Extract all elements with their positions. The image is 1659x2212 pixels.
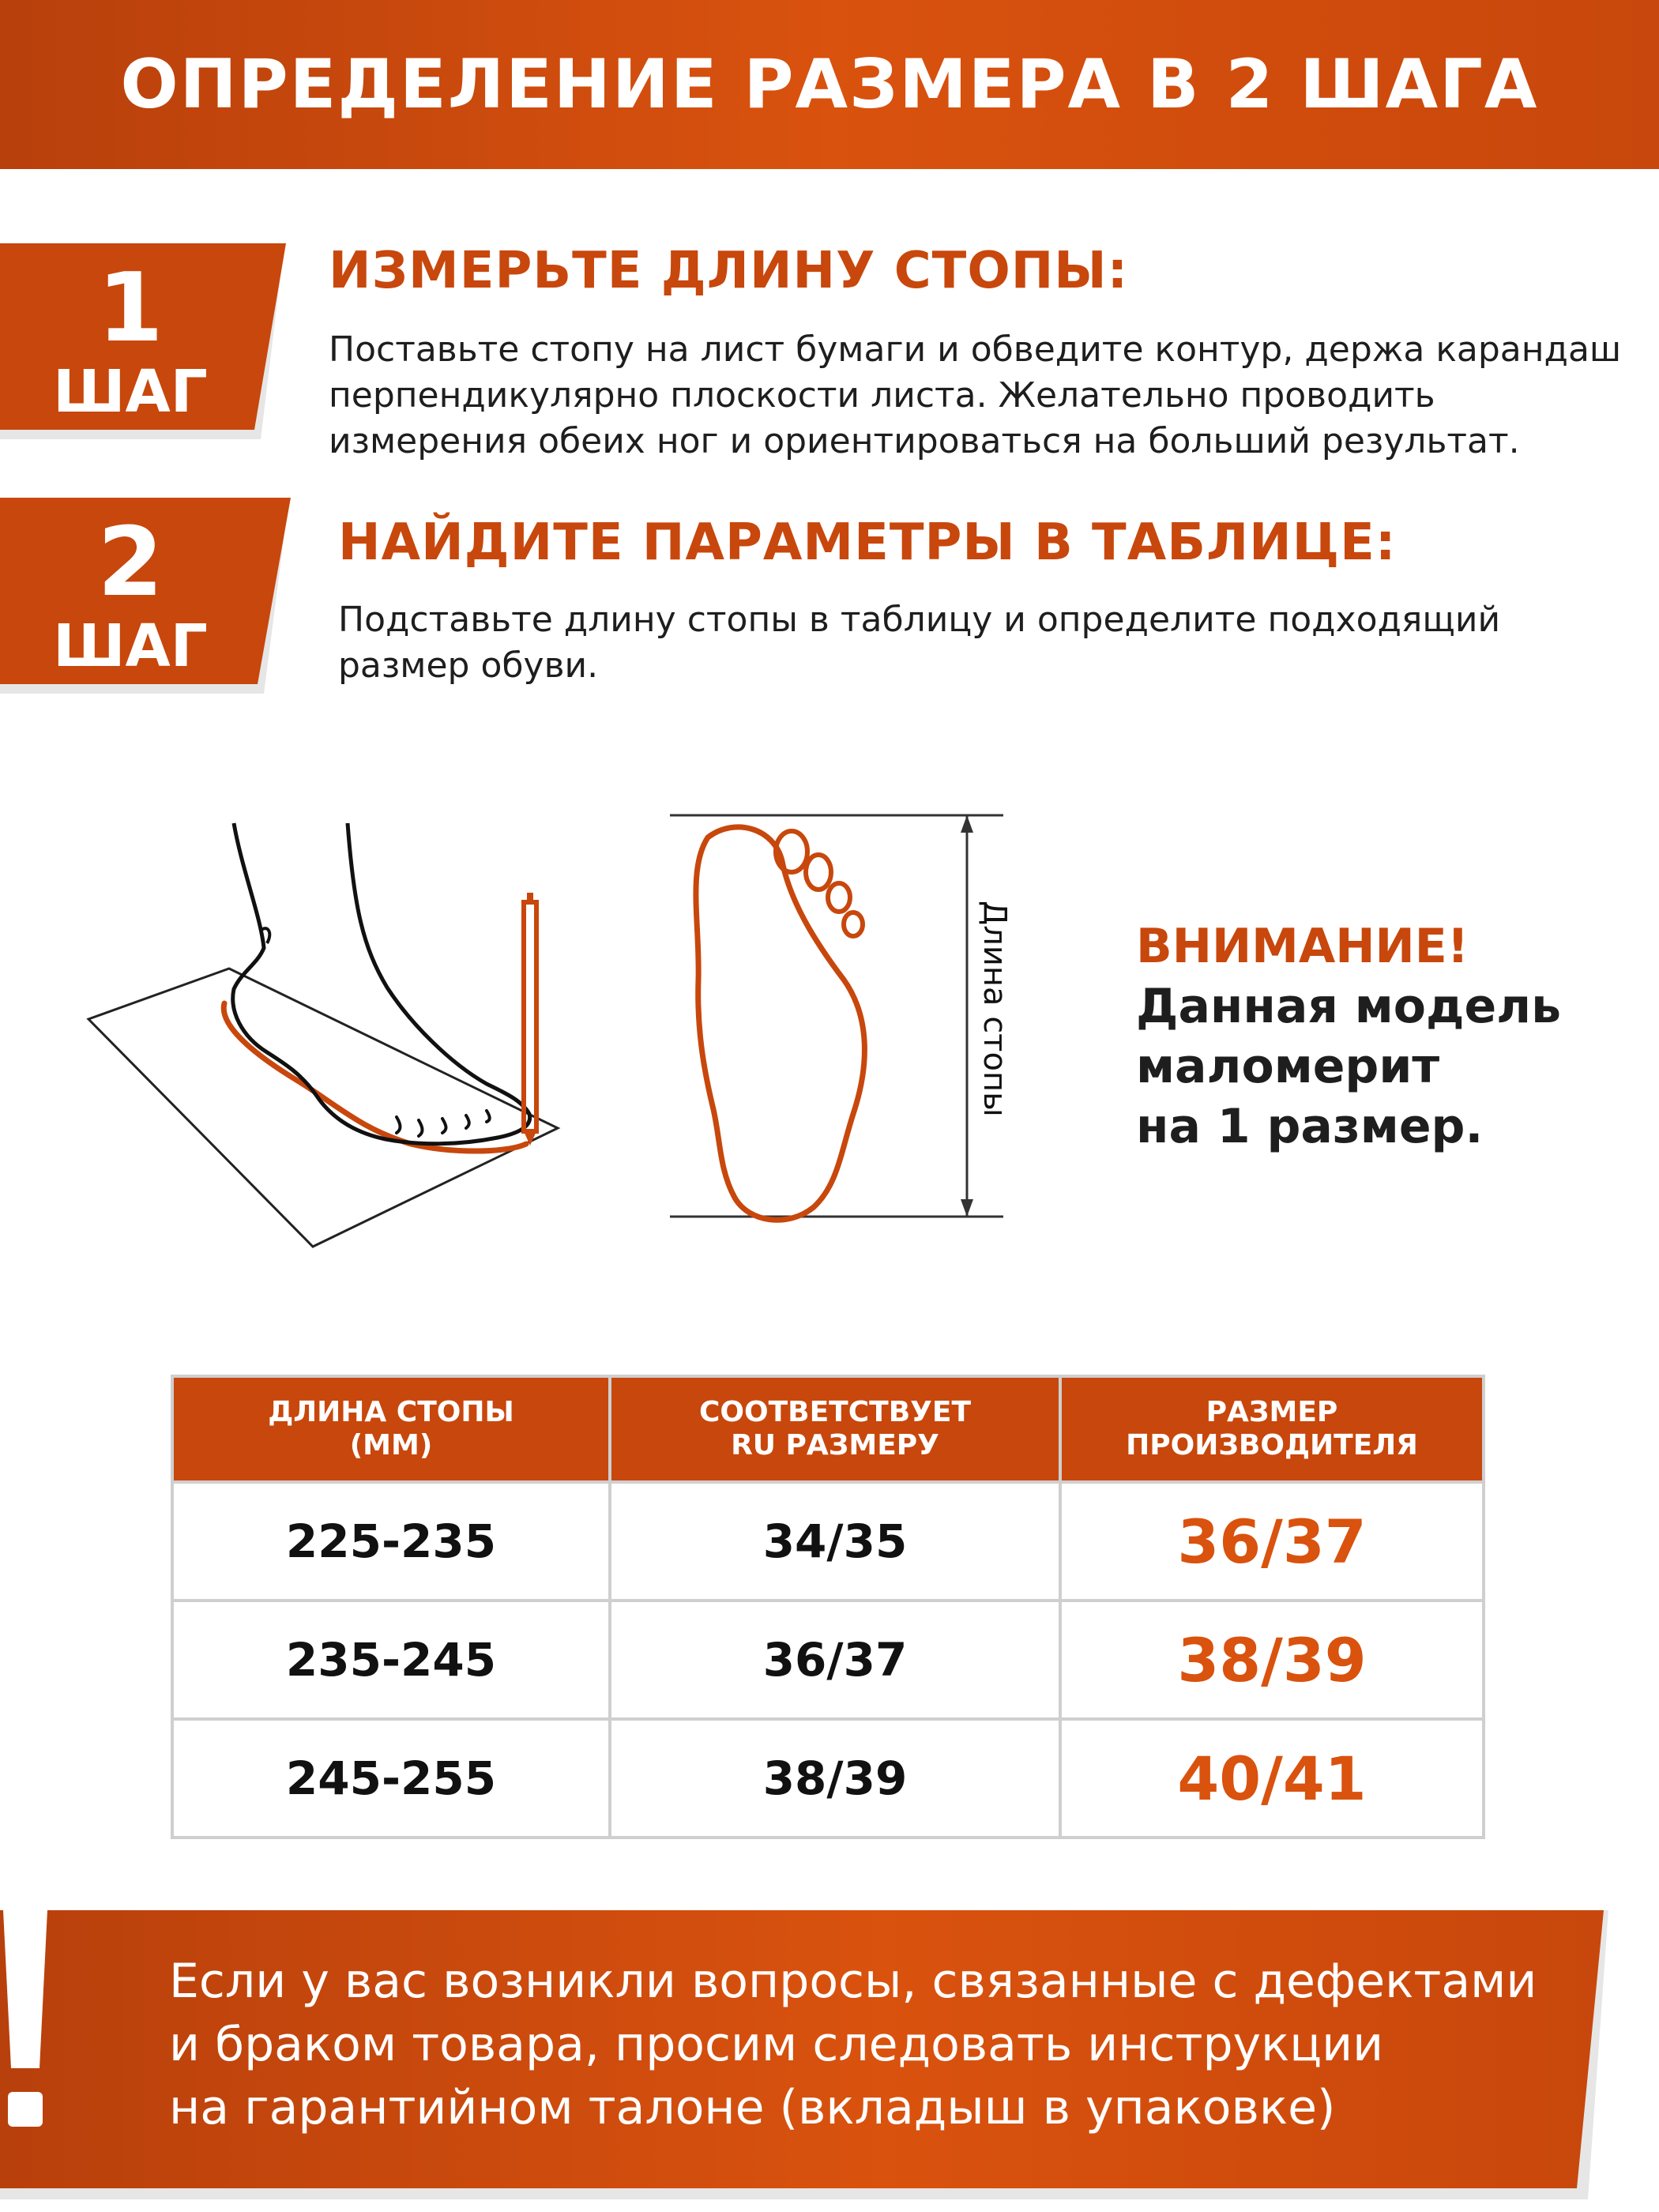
warranty-banner xyxy=(0,1910,1659,2199)
cell-foot-length: 245-255 xyxy=(174,1721,611,1836)
sole-outline xyxy=(696,827,864,1220)
cell-ru-size: 36/37 xyxy=(611,1602,1062,1717)
step-2-title: НАЙДИТЕ ПАРАМЕТРЫ В ТАБЛИЦЕ: xyxy=(338,514,1397,572)
attention-title: ВНИМАНИЕ! xyxy=(1136,919,1469,974)
step-2-badge xyxy=(0,498,292,694)
table-row xyxy=(174,1717,1482,1836)
attention-line: маломерит xyxy=(1136,1039,1440,1094)
step-2-line: Подставьте длину стопы в таблицу и определите подходящий xyxy=(338,600,1501,640)
header-maker-size: РАЗМЕР ПРОИЗВОДИТЕЛЯ xyxy=(1126,1396,1418,1462)
step-2-text xyxy=(338,597,1500,689)
cell-foot-length: 235-245 xyxy=(174,1602,611,1717)
step-1-word: ШАГ xyxy=(53,358,208,426)
exclamation-icon xyxy=(0,1910,51,2128)
table-header-row xyxy=(174,1378,1482,1480)
attention-note xyxy=(1136,916,1561,1157)
step-1-line: Поставьте стопу на лист бумаги и обведите контур, держа карандаш xyxy=(329,329,1622,370)
step-2-line: размер обуви. xyxy=(338,645,599,686)
cell-maker-size: 36/37 xyxy=(1177,1506,1367,1577)
warranty-line: и браком товара, просим следовать инструкции xyxy=(169,2017,1384,2072)
header-ru-size: СООТВЕТСТВУЕТ RU РАЗМЕРУ xyxy=(611,1378,1062,1480)
foot-outline xyxy=(233,823,530,1144)
step-1-number: 1 xyxy=(97,254,164,363)
pencil xyxy=(524,902,536,1131)
step-2-number: 2 xyxy=(97,508,164,618)
page-header xyxy=(0,0,1659,169)
attention-line: на 1 размер. xyxy=(1136,1099,1484,1154)
paper-sheet xyxy=(88,969,558,1247)
cell-ru-size: 38/39 xyxy=(611,1721,1062,1836)
foot-length-label: Длина стопы xyxy=(976,901,1013,1117)
step-1-title: ИЗМЕРЬТЕ ДЛИНУ СТОПЫ: xyxy=(329,242,1129,300)
step-1-line: измерения обеих ног и ориентироваться на больший результат. xyxy=(329,421,1520,461)
step-1-badge xyxy=(0,243,292,439)
foot-contour xyxy=(224,1003,526,1151)
step-1-line: перпендикулярно плоскости листа. Желательно проводить xyxy=(329,375,1435,416)
cell-maker-size: 38/39 xyxy=(1177,1624,1367,1695)
warranty-line: на гарантийном талоне (вкладыш в упаковке) xyxy=(169,2080,1336,2135)
table-row xyxy=(174,1599,1482,1717)
cell-ru-size: 34/35 xyxy=(611,1484,1062,1599)
page-title: ОПРЕДЕЛЕНИЕ РАЗМЕРА В 2 ШАГА xyxy=(120,45,1539,124)
cell-foot-length: 225-235 xyxy=(174,1484,611,1599)
step-1-text xyxy=(329,327,1621,465)
foot-tracing-illustration xyxy=(79,814,585,1256)
warranty-line: Если у вас возникли вопросы, связанные с дефектами xyxy=(169,1954,1537,2009)
attention-line: Данная модель xyxy=(1136,979,1562,1034)
warranty-text xyxy=(169,1950,1537,2139)
cell-maker-size: 40/41 xyxy=(1177,1743,1367,1814)
foot-length-illustration xyxy=(656,806,1019,1248)
table-row xyxy=(174,1480,1482,1599)
step-2-word: ШАГ xyxy=(53,612,208,680)
size-table xyxy=(171,1375,1485,1839)
header-foot-length: ДЛИНА СТОПЫ (ММ) xyxy=(174,1378,611,1480)
